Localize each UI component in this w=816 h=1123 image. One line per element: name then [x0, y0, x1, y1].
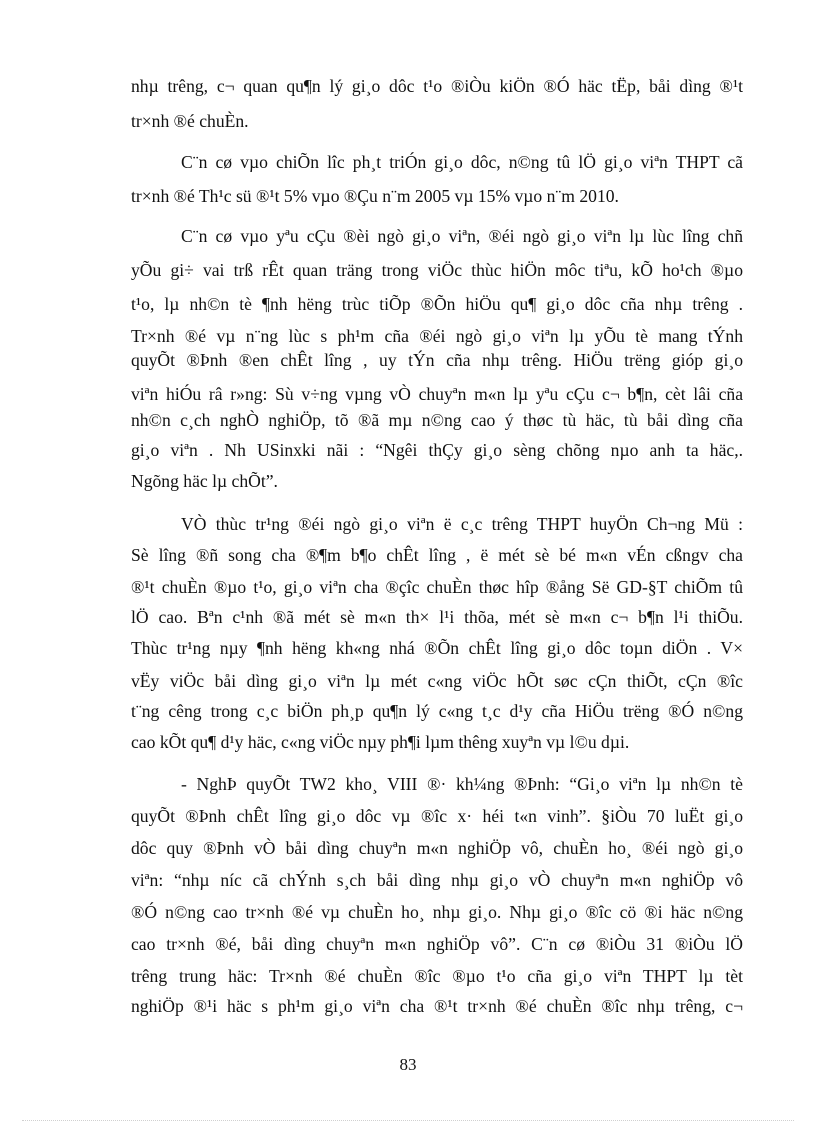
text-line: - NghÞ quyÕt TW2 kho¸ VIII ®· kh¼ng ®Þnh: “Gi¸o viªn lµ nh©n tè	[181, 774, 743, 794]
text-line: ®¹t chuÈn ®µo t¹o, gi¸o viªn cha ®çîc chuÈn thøc hîp ®ång Së GD-§T chiÕm tû	[131, 577, 743, 597]
text-line: lÖ cao. Bªn c¹nh ®ã mét sè m«n th× l¹i thõa, mét sè m«n c¬ b¶n l¹i thiÕu.	[131, 607, 743, 627]
page-number: 83	[399, 1055, 417, 1074]
text-line: C¨n cø vµo yªu cÇu ®èi ngò gi¸o viªn, ®éi ngò gi¸o viªn lµ lùc lîng chñ	[181, 226, 743, 246]
text-line: ®Ó n©ng cao tr×nh ®é vµ chuÈn ho¸ nhµ gi¸o. Nhµ gi¸o ®îc cö ®i häc n©ng	[131, 902, 743, 922]
text-line: quyÕt ®Þnh chÊt lîng gi¸o dôc vµ ®îc x· héi t«n vinh”. §iÒu 70 luËt gi¸o	[131, 806, 743, 826]
text-line: nhµ trêng, c¬ quan qu¶n lý gi¸o dôc t¹o ®iÒu kiÖn ®Ó häc tËp, båi dìng ®¹t	[131, 76, 743, 96]
text-line: nh©n c¸ch nghÒ nghiÖp, tõ ®ã mµ n©ng cao ý thøc tù häc, tù båi dìng cña	[131, 410, 743, 430]
text-line: VÒ thùc tr¹ng ®éi ngò gi¸o viªn ë c¸c trêng THPT huyÖn Ch¬ng Mü :	[181, 514, 743, 534]
page-bottom-divider	[22, 1120, 794, 1121]
text-line: cao kÕt qu¶ d¹y häc, c«ng viÖc nµy ph¶i lµm thêng xuyªn vµ l©u dµi.	[131, 732, 630, 752]
text-line: nghiÖp ®¹i häc s ph¹m gi¸o viªn cha ®¹t tr×nh ®é chuÈn ®îc nhµ trêng, c¬	[131, 996, 743, 1016]
text-line: quyÕt ®Þnh ®en chÊt lîng , uy tÝn cña nhµ trêng. HiÖu trëng gióp gi¸o	[131, 350, 743, 370]
text-line: gi¸o viªn . Nh USinxki nãi : “Ngêi thÇy gi¸o sèng chõng nµo anh ta häc,.	[131, 440, 743, 460]
text-line: t¨ng cêng trong c¸c biÖn ph¸p qu¶n lý c«ng t¸c d¹y cña HiÖu trëng ®Ó n©ng	[131, 701, 743, 721]
text-line: cao tr×nh ®é, båi dìng chuyªn m«n nghiÖp vô”. C¨n cø ®iÒu 31 ®iÒu lÖ	[131, 934, 743, 954]
text-line: Thùc tr¹ng nµy ¶nh hëng kh«ng nhá ®Õn chÊt lîng gi¸o dôc toµn diÖn . V×	[131, 638, 743, 658]
text-line: t¹o, lµ nh©n tè ¶nh hëng trùc tiÕp ®Õn hiÖu qu¶ gi¸o dôc cña nhµ trêng .	[131, 294, 743, 314]
text-line: vËy viÖc båi dìng gi¸o viªn lµ mét c«ng viÖc hÕt søc cÇn thiÕt, cÇn ®îc	[131, 671, 743, 691]
text-line: trêng trung häc: Tr×nh ®é chuÈn ®îc ®µo t¹o cña gi¸o viªn THPT lµ tèt	[131, 966, 743, 986]
text-line: dôc quy ®Þnh vÒ båi dìng chuyªn m«n nghiÖp vô, chuÈn ho¸ ®éi ngò gi¸o	[131, 838, 743, 858]
text-line: viªn: “nhµ níc cã chÝnh s¸ch båi dìng nhµ gi¸o vÒ chuyªn m«n nghiÖp vô	[131, 870, 743, 890]
text-line: Tr×nh ®é vµ n¨ng lùc s ph¹m cña ®éi ngò gi¸o viªn lµ yÕu tè mang tÝnh	[131, 326, 743, 346]
text-line: yÕu gi÷ vai trß rÊt quan träng trong viÖc thùc hiÖn môc tiªu, kÕ ho¹ch ®µo	[131, 260, 743, 280]
text-line: tr×nh ®é Th¹c sü ®¹t 5% vµo ®Çu n¨m 2005 vµ 15% vµo n¨m 2010.	[131, 186, 619, 206]
text-line: tr×nh ®é chuÈn.	[131, 111, 249, 131]
text-line: viªn hiÓu râ r»ng: Sù v÷ng vµng vÒ chuyªn m«n lµ yªu cÇu c¬ b¶n, cèt lâi cña	[131, 384, 743, 404]
text-line: Ngõng häc lµ chÕt”.	[131, 471, 278, 491]
text-line: C¨n cø vµo chiÕn lîc ph¸t triÓn gi¸o dôc, n©ng tû lÖ gi¸o viªn THPT cã	[181, 152, 743, 172]
text-line: Sè lîng ®ñ song cha ®¶m b¶o chÊt lîng , ë mét sè bé m«n vÉn cßngv cha	[131, 545, 743, 565]
